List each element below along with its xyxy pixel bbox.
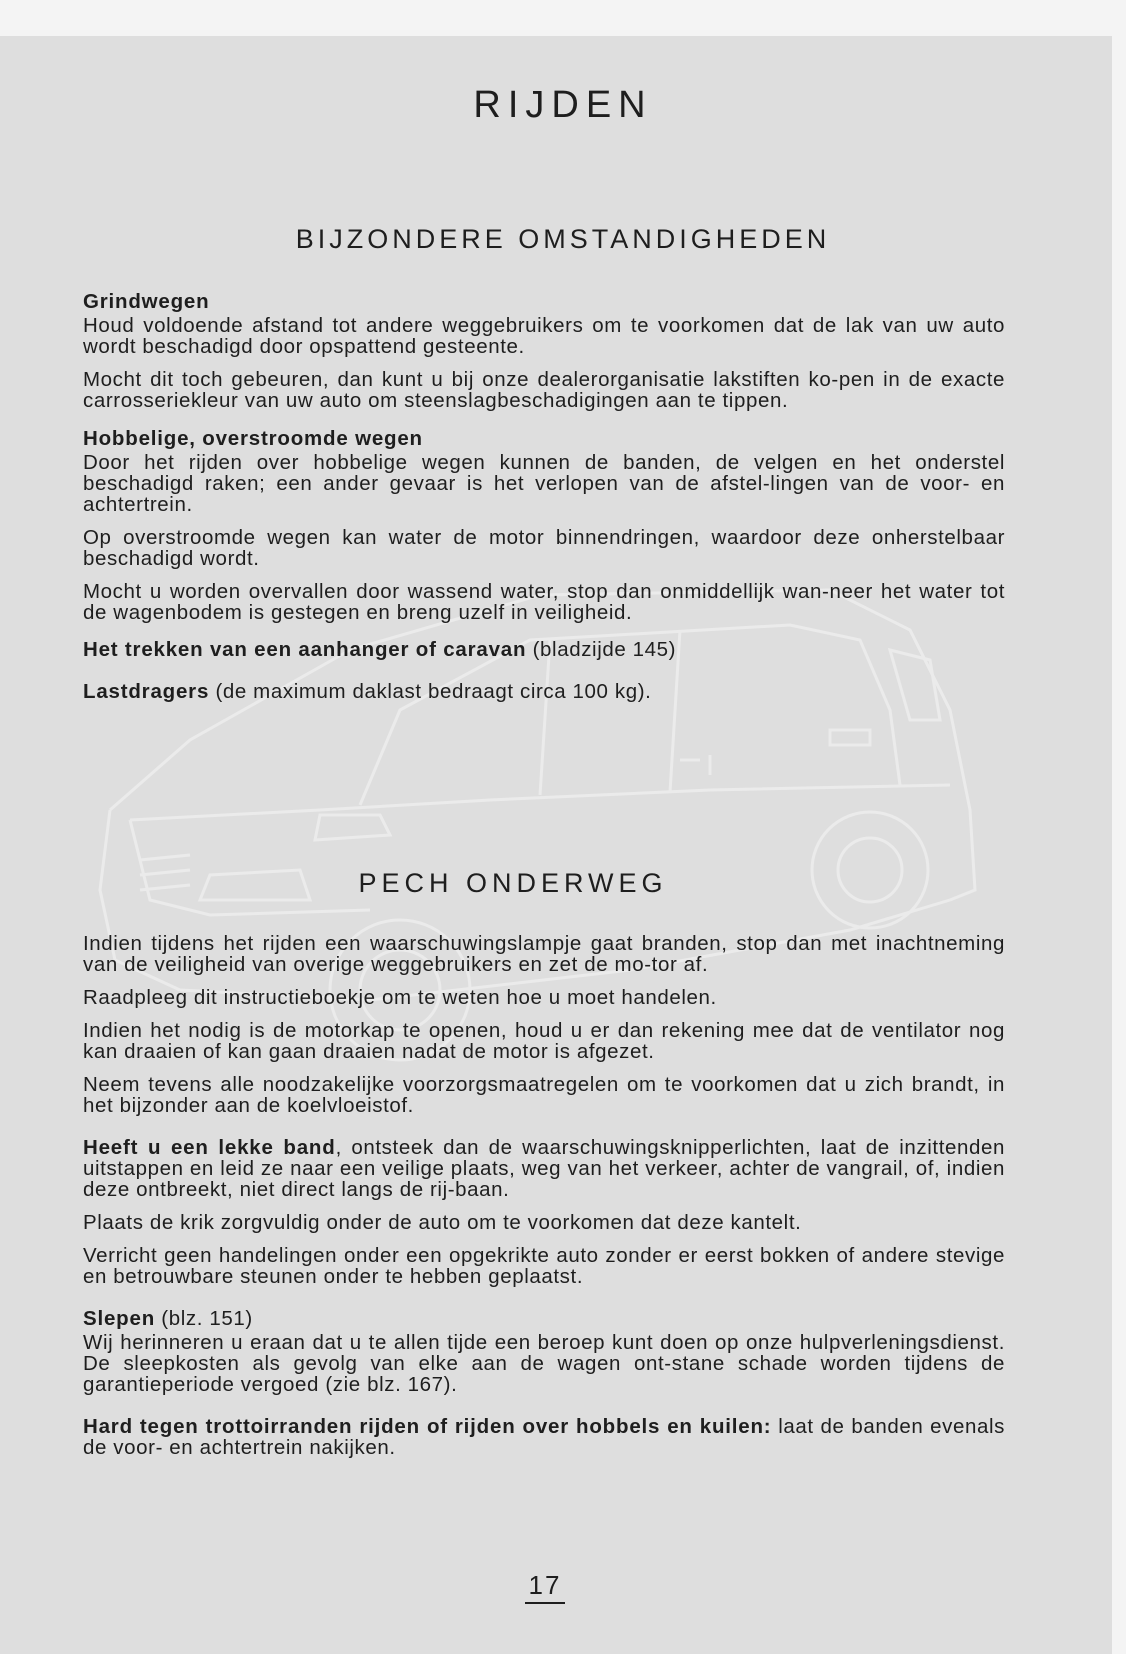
text-lastdragers: (de maximum daklast bedraagt circa 100 kg). bbox=[209, 680, 652, 703]
bold-lekke-band: Heeft u een lekke band bbox=[83, 1136, 336, 1159]
bold-trekken: Het trekken van een aanhanger of caravan bbox=[83, 638, 527, 661]
page-title: RIJDEN bbox=[473, 84, 653, 126]
paragraph: Raadpleeg dit instructieboekje om te weten hoe u moet handelen. bbox=[83, 986, 717, 1009]
heading-hobbelige: Hobbelige, overstroomde wegen bbox=[83, 427, 423, 450]
paragraph: Mocht u worden overvallen door wassend water, stop dan onmiddellijk wan-neer het water tot de wagenbodem is gestegen en breng uzelf in veiligheid. bbox=[83, 580, 1005, 624]
bold-hard: Hard tegen trottoirranden rijden of rijden over hobbels en kuilen: bbox=[83, 1415, 772, 1438]
section-bijzondere bbox=[83, 291, 1005, 702]
section-heading-bijzondere: BIJZONDERE OMSTANDIGHEDEN bbox=[295, 224, 831, 254]
paragraph: Indien tijdens het rijden een waarschuwingslampje gaat branden, stop dan met inachtneming van de veiligheid van overige weggebruikers en zet de mo-tor af. bbox=[83, 932, 1005, 976]
paragraph-lekke-band bbox=[83, 1137, 1005, 1200]
paragraph: Op overstroomde wegen kan water de motor binnendringen, waardoor deze onherstelbaar beschadigd wordt. bbox=[83, 526, 1005, 570]
text-hard: laat de banden evenals de voor- en achtertrein nakijken. bbox=[83, 1415, 1005, 1459]
paragraph: Wij herinneren u eraan dat u te allen tijde een beroep kunt doen op onze hulpverleningsdienst. De sleepkosten als gevolg van elke aan de wagen ont-stane schade worden tijdens de garantieperiode vergoed (zie blz. 167). bbox=[83, 1331, 1005, 1396]
page-number-text: 17 bbox=[525, 1570, 566, 1604]
ref-slepen: (blz. 151) bbox=[155, 1307, 253, 1330]
paragraph: Indien het nodig is de motorkap te openen, houd u er dan rekening mee dat de ventilator nog kan draaien of kan gaan draaien nadat de motor is afgezet. bbox=[83, 1019, 1005, 1063]
paragraph-lastdragers bbox=[83, 681, 1005, 702]
section-heading-pech: PECH ONDERWEG bbox=[358, 868, 668, 898]
page-number bbox=[0, 1570, 1090, 1601]
heading-grindwegen: Grindwegen bbox=[83, 290, 210, 313]
paragraph-hard bbox=[83, 1416, 1005, 1458]
bold-lastdragers: Lastdragers bbox=[83, 680, 210, 703]
paragraph: Verricht geen handelingen onder een opgekrikte auto zonder er eerst bokken of andere stevige en betrouwbare steunen onder te hebben geplaatst. bbox=[83, 1244, 1005, 1288]
section-pech bbox=[83, 933, 1005, 1458]
ref-trekken: (bladzijde 145) bbox=[526, 638, 677, 661]
paragraph: Plaats de krik zorgvuldig onder de auto om te voorkomen dat deze kantelt. bbox=[83, 1211, 802, 1234]
paragraph: Neem tevens alle noodzakelijke voorzorgsmaatregelen om te voorkomen dat u zich brandt, in het bijzonder aan de koelvloeistof. bbox=[83, 1073, 1005, 1117]
paragraph: Mocht dit toch gebeuren, dan kunt u bij onze dealerorganisatie lakstiften ko-pen in de exacte carrosseriekleur van uw auto om steenslagbeschadigingen aan te tippen. bbox=[83, 368, 1005, 412]
paragraph-slepen-heading bbox=[83, 1308, 1005, 1329]
text-lekke-band: , ontsteek dan de waarschuwingsknipperlichten, laat de inzittenden uitstappen en leid ze naar een veilige plaats, weg van het verkeer, achter de vangrail, of, indien deze ontbreekt, niet direct langs de rij-baan. bbox=[83, 1136, 1006, 1201]
paragraph: Door het rijden over hobbelige wegen kunnen de banden, de velgen en het onderstel beschadigd raken; een ander gevaar is het verlopen van de afstel-lingen van de voor- en achtertrein. bbox=[83, 451, 1005, 516]
paragraph-trekken bbox=[83, 639, 1005, 660]
paragraph: Houd voldoende afstand tot andere weggebruikers om te voorkomen dat de lak van uw auto wordt beschadigd door opspattend gesteente. bbox=[83, 314, 1005, 358]
bold-slepen: Slepen bbox=[83, 1307, 156, 1330]
